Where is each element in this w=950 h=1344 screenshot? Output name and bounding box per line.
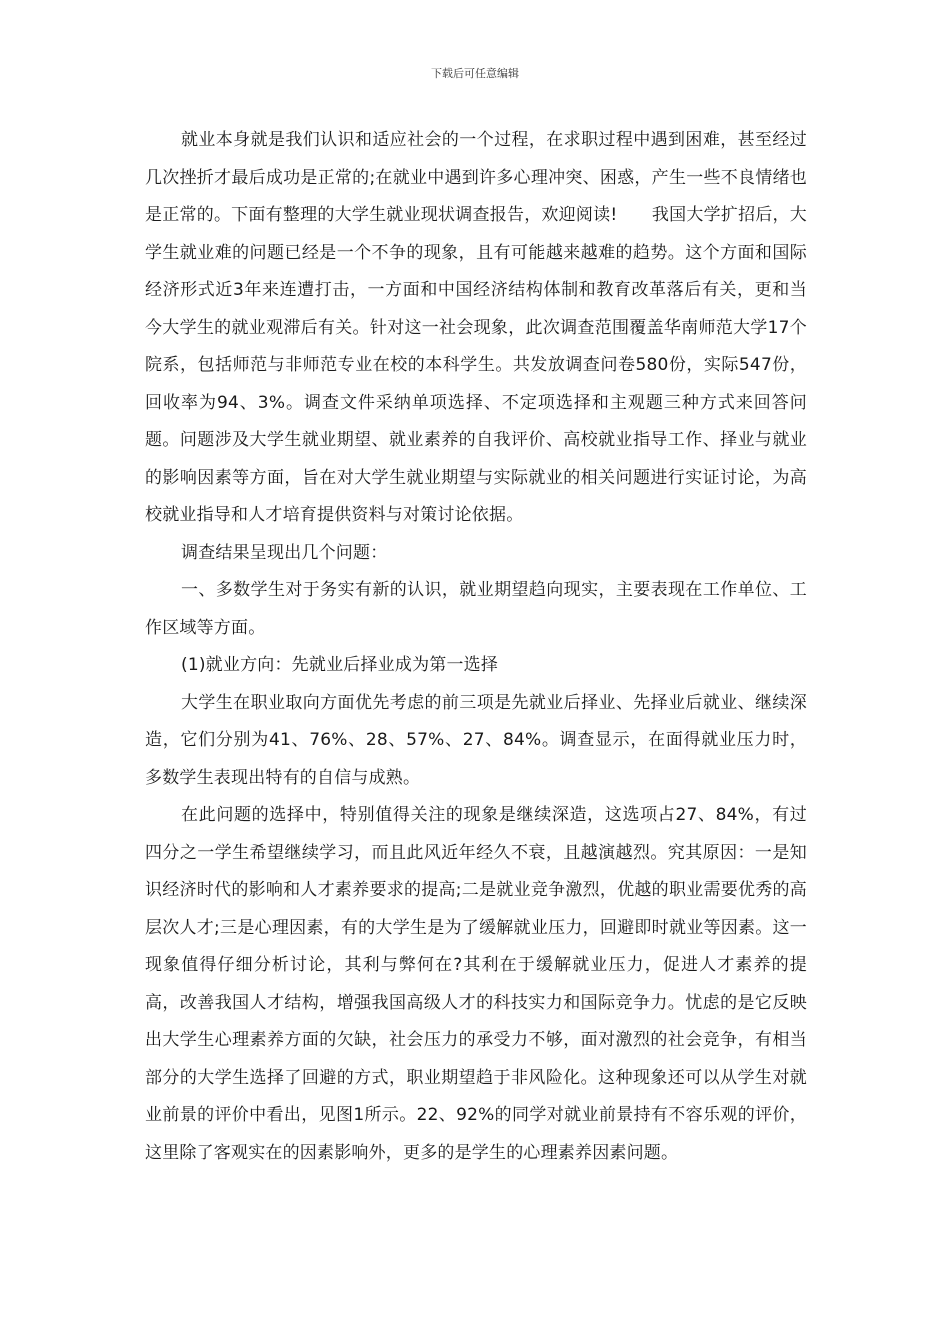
intro-paragraph: 就业本身就是我们认识和适应社会的一个过程，在求职过程中遇到困难，甚至经过几次挫折才最后成功是正常的;在就业中遇到许多心理冲突、困惑，产生一些不良情绪也是正常的。下面有整理的大学生就业现状调查报告，欢迎阅读! 我国大学扩招后，大学生就业难的问题已经是一个不争的现象，且有可能越来越难的趋势。这个方面和国际经济形式近3年来连遭打击，一方面和中国经济结构体制和教育改革落后有关，更和当今大学生的就业观滞后有关。针对这一社会现象，此次调查范围覆盖华南师范大学17个院系，包括师范与非师范专业在校的本科学生。共发放调查问卷580份，实际547份，回收率为94、3%。调查文件采纳单项选择、不定项选择和主观题三种方式来回答问题。问题涉及大学生就业期望、就业素养的自我评价、高校就业指导工作、择业与就业的影响因素等方面，旨在对大学生就业期望与实际就业的相关问题进行实证讨论，为高校就业指导和人才培育提供资料与对策讨论依据。 bbox=[145, 130, 807, 525]
further-study-paragraph: 在此问题的选择中，特别值得关注的现象是继续深造，这选项占27、84%，有过四分之一学生希望继续学习，而且此风近年经久不衰，且越演越烈。究其原因：一是知识经济时代的影响和人才素养要求的提高;二是就业竞争激烈，优越的职业需要优秀的高层次人才;三是心理因素，有的大学生是为了缓解就业压力，回避即时就业等因素。这一现象值得仔细分析讨论，其利与弊何在?其利在于缓解就业压力，促进人才素养的提高，改善我国人才结构，增强我国高级人才的科技实力和国际竞争力。忧虑的是它反映出大学生心理素养方面的欠缺，社会压力的承受力不够，面对激烈的社会竞争，有相当部分的大学生选择了回避的方式，职业期望趋于非风险化。这种现象还可以从学生对就业前景的评价中看出，见图1所示。22、92%的同学对就业前景持有不容乐观的评价，这里除了客观实在的因素影响外，更多的是学生的心理素养因素问题。 bbox=[145, 805, 807, 1163]
finding-one-paragraph: 一、多数学生对于务实有新的认识，就业期望趋向现实，主要表现在工作单位、工作区域等方面。 bbox=[145, 580, 807, 638]
document-body bbox=[145, 122, 807, 1172]
subheading-employment-direction: (1)就业方向：先就业后择业成为第一选择 bbox=[181, 655, 499, 675]
results-intro-paragraph: 调查结果呈现出几个问题： bbox=[181, 542, 388, 563]
career-orientation-paragraph: 大学生在职业取向方面优先考虑的前三项是先就业后择业、先择业后就业、继续深造，它们分别为41、76%、28、57%、27、84%。调查显示，在面得就业压力时，多数学生表现出特有的自信与成熟。 bbox=[145, 692, 807, 788]
page-header: 下载后可任意编辑 bbox=[431, 67, 519, 80]
